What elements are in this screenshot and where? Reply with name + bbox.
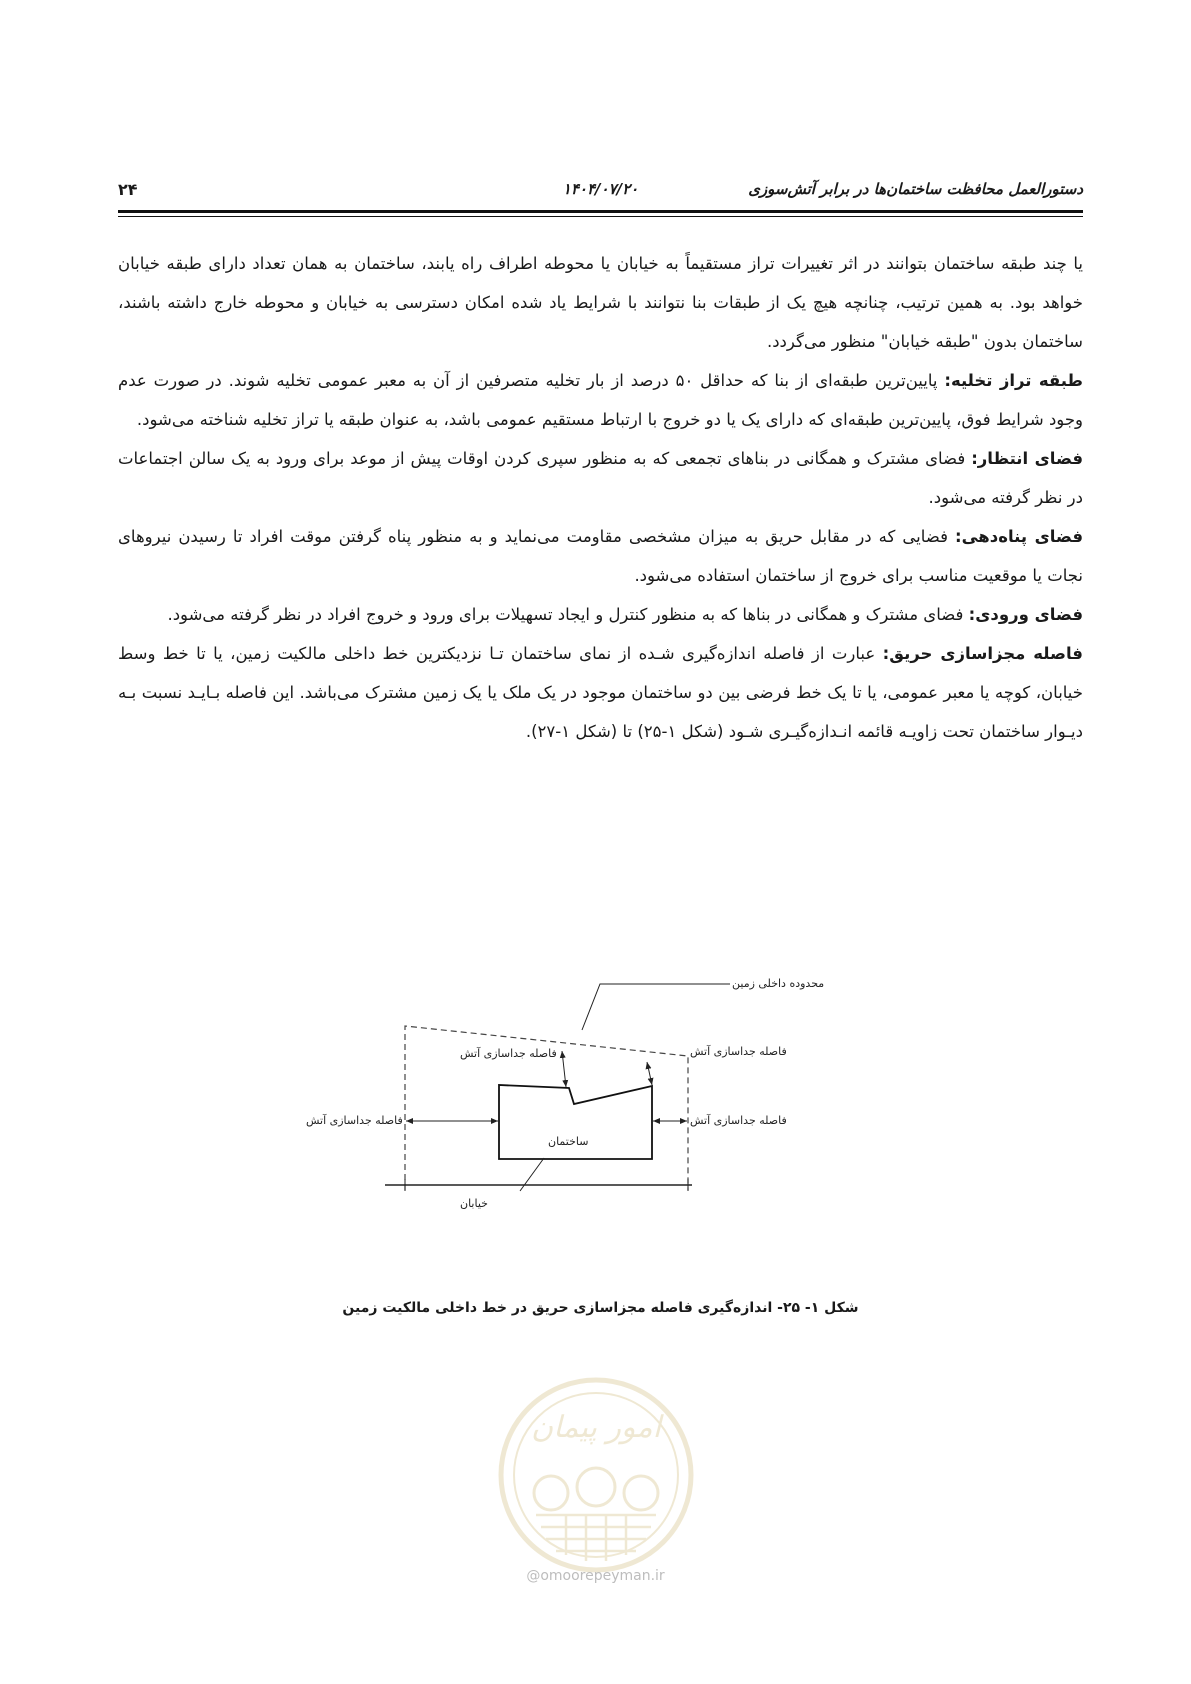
separation-diagram — [300, 975, 860, 1275]
label-street: خیابان — [460, 1197, 488, 1210]
term-discharge-level: طبقه تراز تخلیه: — [944, 371, 1083, 390]
header-title: دستورالعمل محافظت ساختمان‌ها در برابر آتش‌سوزی — [748, 180, 1083, 198]
definition-fire-separation — [118, 634, 1083, 751]
definition-entrance-space — [118, 595, 1083, 634]
body-text — [118, 244, 1083, 751]
header-date: ۱۴۰۴/۰۷/۲۰ — [562, 180, 639, 198]
label-boundary: محدوده داخلی زمین — [732, 977, 825, 990]
label-separation-top-right: فاصله جداسازی آتش — [690, 1045, 787, 1058]
label-separation-right: فاصله جداسازی آتش — [690, 1114, 787, 1127]
svg-text:امور پیمان: امور پیمان — [531, 1410, 661, 1445]
label-separation-left: فاصله جداسازی آتش — [306, 1114, 403, 1127]
definition-refuge-space — [118, 517, 1083, 595]
leader-street — [520, 1158, 544, 1191]
definition-text: فضایی که در مقابل حریق به میزان مشخصی مقاومت می‌نماید و به منظور پناه گرفتن موقت افراد تا رسیدن نیروهای نجات یا موقعیت مناسب برای خروج از ساختمان استفاده می‌شود. — [118, 527, 1083, 585]
separation-arrow-top-mid — [562, 1051, 566, 1087]
label-separation-top-mid: فاصله جداسازی آتش — [460, 1047, 557, 1060]
term-entrance-space: فضای ورودی: — [968, 605, 1083, 624]
paragraph-street-floor: یا چند طبقه ساختمان بتوانند در اثر تغییرات تراز مستقیماً به خیابان یا محوطه اطراف راه یابند، ساختمان به همان تعداد دارای طبقه خیابان خواهد بود. به همین ترتیب، چنانچه هیچ یک از طبقات بنا نتوانند با شرایط یاد شده امکان دسترسی به خیابان و محوطه خارج داشته باشند، ساختمان بدون "طبقه خیابان" منظور می‌گردد. — [118, 254, 1083, 351]
page-number: ۲۴ — [118, 180, 138, 199]
header-rule-thin — [118, 216, 1083, 217]
omoore-peyman-stamp-logo — [496, 1375, 696, 1575]
definition-discharge-level — [118, 361, 1083, 439]
leader-boundary — [582, 984, 730, 1030]
header-rule-thick — [118, 210, 1083, 213]
separation-arrow-top-right — [647, 1062, 652, 1085]
definition-text: فضای مشترک و همگانی در بناها که به منظور کنترل و ایجاد تسهیلات برای ورود و خروج افراد در نظر گرفته می‌شود. — [167, 605, 969, 624]
label-building: ساختمان — [548, 1135, 589, 1148]
figure-caption: شکل ۱- ۲۵- اندازه‌گیری فاصله مجزاسازی حریق در خط داخلی مالکیت زمین — [342, 1300, 859, 1316]
term-fire-separation: فاصله مجزاسازی حریق: — [882, 644, 1083, 663]
term-waiting-space: فضای انتظار: — [971, 449, 1084, 468]
page-header — [118, 180, 1083, 208]
definition-waiting-space — [118, 439, 1083, 517]
watermark-url: @omoorepeyman.ir — [526, 1568, 665, 1584]
term-refuge-space: فضای پناه‌دهی: — [955, 527, 1083, 546]
definition-text: عبارت از فاصله اندازه‌گیری شـده از نمای ساختمان تـا نزدیکترین خط داخلی مالکیت زمین، یا تا خط وسط خیابان، کوچه یا معبر عمومی، یا تا یک خط فرضی بین دو ساختمان موجود در یک ملک یا یک زمین مشترک می‌باشد. این فاصله بـایـد نسبت بـه دیـوار ساختمان تحت زاویـه قائمه انـدازه‌گیـری شـود (شکل ۱-۲۵) تا (شکل ۱-۲۷). — [118, 644, 1083, 741]
definition-text: فضای مشترک و همگانی در بناهای تجمعی که به منظور سپری کردن اوقات پیش از موعد برای ورود به یک سالن اجتماعات در نظر گرفته می‌شود. — [118, 449, 1083, 507]
definition-text: پایین‌ترین طبقه‌ای از بنا که حداقل ۵۰ درصد از بار تخلیه متصرفین از آن به معبر عمومی تخلیه شوند. در صورت عدم وجود شرایط فوق، پایین‌ترین طبقه‌ای که دارای یک یا دو خروج با ارتباط مستقیم عمومی باشد، به عنوان طبقه یا تراز تخلیه شناخته می‌شود. — [118, 371, 1083, 429]
